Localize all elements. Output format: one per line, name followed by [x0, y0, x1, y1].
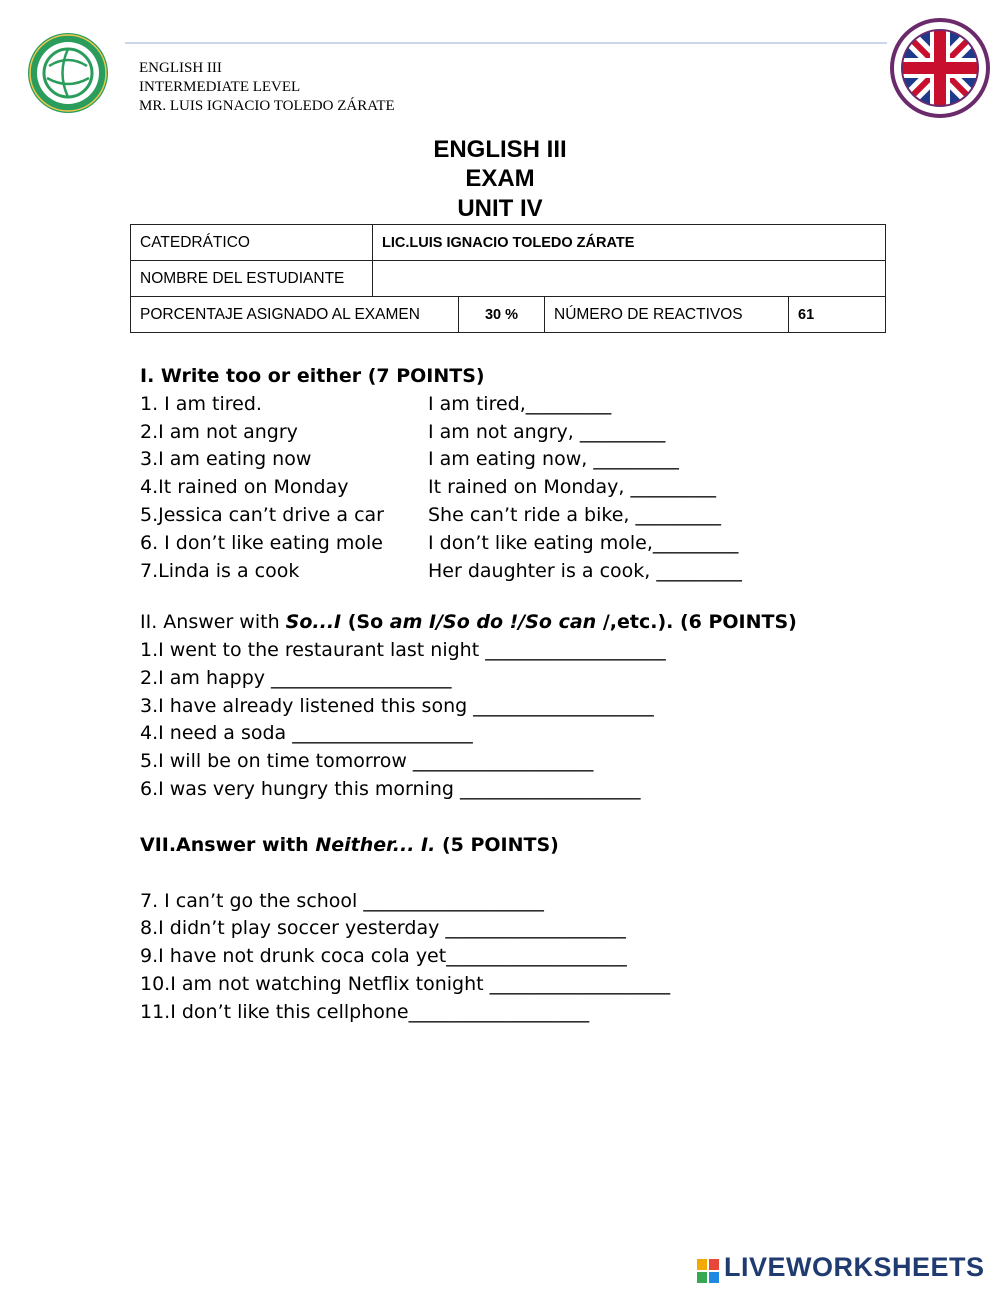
s1-item-3-prompt: 3.I am eating now [140, 448, 312, 470]
section-3-heading-text: VII.Answer with [140, 834, 316, 856]
s3-item-10[interactable]: 10.I am not watching Netflix tonight ___________________ [140, 973, 671, 995]
section-2-heading-points: /,etc.). (6 POINTS) [596, 611, 797, 633]
header-divider [125, 42, 887, 44]
section-2-heading-paren: (So [341, 611, 390, 633]
liveworksheets-icon [697, 1259, 719, 1283]
section-1-heading: I. Write too or either (7 POINTS) [140, 365, 485, 387]
s1-item-4-answer[interactable]: It rained on Monday, _________ [428, 476, 716, 498]
school-logo [27, 32, 109, 114]
s2-item-6[interactable]: 6.I was very hungry this morning ___________________ [140, 778, 641, 800]
s1-item-1-prompt: 1. I am tired. [140, 393, 262, 415]
course-name: ENGLISH III [139, 60, 222, 76]
s1-item-6-answer[interactable]: I don’t like eating mole,_________ [428, 532, 739, 554]
s2-item-1[interactable]: 1.I went to the restaurant last night ___________________ [140, 639, 666, 661]
table-row [131, 297, 886, 333]
catedratico-label: CATEDRÁTICO [131, 225, 373, 261]
section-3-heading [140, 833, 559, 857]
s1-item-2-answer[interactable]: I am not angry, _________ [428, 421, 666, 443]
section-3-heading-points: (5 POINTS) [435, 834, 559, 856]
s1-item-7-answer[interactable]: Her daughter is a cook, _________ [428, 560, 742, 582]
s1-item-3-answer[interactable]: I am eating now, _________ [428, 448, 679, 470]
exam-info-table [130, 224, 886, 333]
section-3-heading-neither: Neither... I. [315, 834, 436, 856]
uk-flag-logo [890, 18, 990, 118]
course-level: INTERMEDIATE LEVEL [139, 79, 301, 95]
teacher-name: MR. LUIS IGNACIO TOLEDO ZÁRATE [139, 98, 395, 114]
student-name-label: NOMBRE DEL ESTUDIANTE [131, 261, 373, 297]
percentage-value: 30 % [459, 297, 545, 333]
s1-item-5-prompt: 5.Jessica can’t drive a car [140, 504, 384, 526]
item-count-label: NÚMERO DE REACTIVOS [545, 297, 789, 333]
s3-item-7[interactable]: 7. I can’t go the school ___________________ [140, 890, 544, 912]
s3-item-9[interactable]: 9.I have not drunk coca cola yet___________________ [140, 945, 627, 967]
section-2-heading-examples: am I/So do !/So can [389, 611, 597, 633]
exam-title-unit: UNIT IV [457, 195, 543, 222]
s2-item-2[interactable]: 2.I am happy ___________________ [140, 667, 452, 689]
s1-item-5-answer[interactable]: She can’t ride a bike, _________ [428, 504, 721, 526]
s2-item-4[interactable]: 4.I need a soda ___________________ [140, 722, 473, 744]
s1-item-2-prompt: 2.I am not angry [140, 421, 298, 443]
percentage-label: PORCENTAJE ASIGNADO AL EXAMEN [131, 297, 459, 333]
s1-item-1-answer[interactable]: I am tired,_________ [428, 393, 612, 415]
s2-item-3[interactable]: 3.I have already listened this song ___________________ [140, 695, 654, 717]
s3-item-11[interactable]: 11.I don’t like this cellphone___________________ [140, 1001, 590, 1023]
section-2-heading [140, 610, 797, 634]
s2-item-5[interactable]: 5.I will be on time tomorrow ___________________ [140, 750, 594, 772]
s1-item-6-prompt: 6. I don’t like eating mole [140, 532, 383, 554]
catedratico-value: LIC.LUIS IGNACIO TOLEDO ZÁRATE [373, 225, 886, 261]
exam-title-exam: EXAM [465, 165, 535, 192]
table-row [131, 261, 886, 297]
section-2-heading-text: II. Answer with [140, 611, 286, 633]
section-2-heading-so-i: So...I [285, 611, 342, 633]
liveworksheets-brand[interactable]: LIVEWORKSHEETS [724, 1252, 985, 1282]
s1-item-4-prompt: 4.It rained on Monday [140, 476, 349, 498]
table-row [131, 225, 886, 261]
s1-item-7-prompt: 7.Linda is a cook [140, 560, 300, 582]
s3-item-8[interactable]: 8.I didn’t play soccer yesterday ___________________ [140, 917, 626, 939]
student-name-field[interactable] [373, 261, 886, 297]
exam-title-course: ENGLISH III [433, 136, 567, 163]
item-count-value: 61 [789, 297, 886, 333]
